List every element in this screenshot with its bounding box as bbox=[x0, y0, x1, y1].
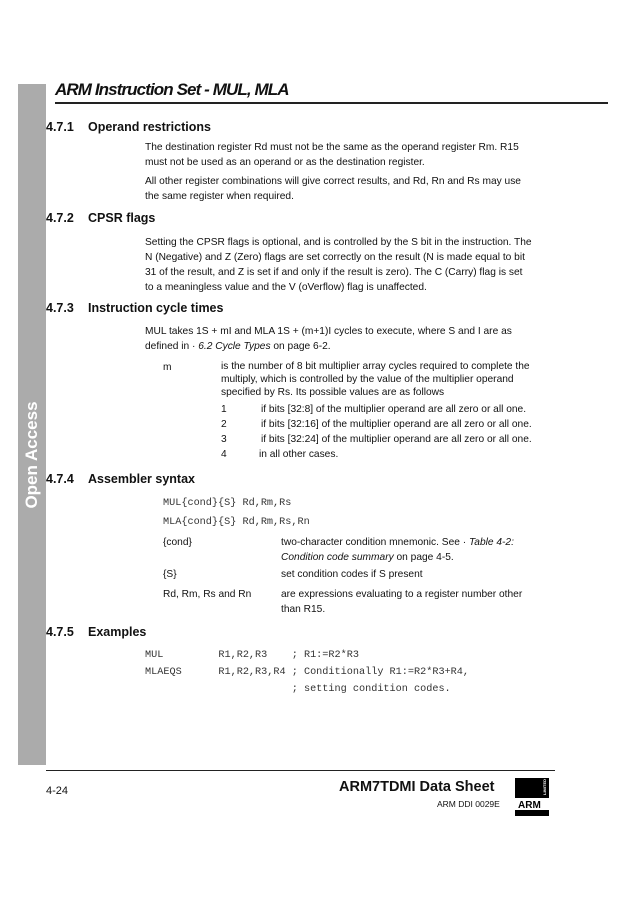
section-heading-4-7-3: 4.7.3 Instruction cycle times bbox=[46, 301, 224, 315]
section-heading-4-7-4: 4.7.4 Assembler syntax bbox=[46, 472, 196, 486]
cond-definition: two-character condition mnemonic. See · Table 4-2: Condition code summary on page 4-5. bbox=[281, 537, 514, 563]
document-number: ARM DDI 0029E bbox=[437, 799, 500, 809]
cycle-times-text: MUL takes 1S + mI and MLA 1S + (m+1)I cycles to execute, where S and I are as defined in · 6.2 Cycle Types on page 6-2. bbox=[145, 326, 512, 352]
operand-restrictions-text: The destination register Rd must not be the same as the operand register Rm. R15 must not be used as an operand or as the destination register. bbox=[145, 142, 519, 168]
condition-table-link-2[interactable]: Condition code summary bbox=[281, 552, 394, 563]
document-title: ARM7TDMI Data Sheet bbox=[339, 779, 495, 795]
syntax-mla: MLA{cond}{S} Rd,Rm,Rs,Rn bbox=[163, 517, 310, 528]
section-heading-4-7-1: 4.7.1 Operand restrictions bbox=[46, 120, 211, 134]
registers-term: Rd, Rm, Rs and Rn bbox=[163, 589, 252, 600]
svg-text:LIMITED: LIMITED bbox=[542, 779, 547, 795]
m-value-row: 3 if bits [32:24] of the multiplier operand are all zero or all one. bbox=[221, 434, 532, 445]
footer-rule bbox=[46, 770, 555, 771]
condition-table-link[interactable]: Table 4-2: bbox=[469, 537, 514, 548]
arm-logo bbox=[515, 778, 549, 816]
syntax-mul: MUL{cond}{S} Rd,Rm,Rs bbox=[163, 498, 292, 509]
m-value-row: 1 if bits [32:8] of the multiplier operand are all zero or all one. bbox=[221, 404, 527, 415]
section-heading-4-7-2: 4.7.2 CPSR flags bbox=[46, 211, 156, 225]
title-rule bbox=[55, 102, 608, 104]
example-code: MUL R1,R2,R3 ; R1:=R2*R3 MLAEQS R1,R2,R3,R4 ; Conditionally R1:=R2*R3+R4, ; setting condition codes. bbox=[145, 650, 470, 695]
svg-text:ARM: ARM bbox=[518, 800, 541, 811]
s-term: {S} bbox=[163, 569, 177, 580]
s-definition: set condition codes if S present bbox=[281, 569, 423, 580]
m-term: m bbox=[163, 362, 172, 373]
m-value-row: 2 if bits [32:16] of the multiplier operand are all zero or all one. bbox=[221, 419, 532, 430]
page-title: ARM Instruction Set - MUL, MLA bbox=[55, 80, 289, 99]
cond-term: {cond} bbox=[163, 537, 192, 548]
m-definition: is the number of 8 bit multiplier array cycles required to complete the multiply, which is controlled by the value of the multiplier operand specified by Rs. Its possible values are as follows bbox=[221, 361, 530, 398]
registers-definition: are expressions evaluating to a register number other than R15. bbox=[281, 589, 523, 615]
cpsr-flags-text: Setting the CPSR flags is optional, and is controlled by the S bit in the instruction. The N (Negative) and Z (Zero) flags are set correctly on the result (N is made equal to bit 31 of the result, and Z is set if and only if the result is zero). The C (Carry) flag is set to a meaningless value and the V (oVerflow) flag is unaffected. bbox=[145, 237, 532, 293]
section-heading-4-7-5: 4.7.5 Examples bbox=[46, 625, 147, 639]
cycle-types-link[interactable]: 6.2 Cycle Types bbox=[198, 341, 271, 352]
m-values-list bbox=[221, 402, 532, 462]
m-value-row: 4 in all other cases. bbox=[221, 449, 339, 460]
operand-restrictions-text-2: All other register combinations will give correct results, and Rd, Rn and Rs may use the same register when required. bbox=[145, 176, 521, 202]
page-number: 4-24 bbox=[46, 785, 69, 797]
open-access-label: Open Access bbox=[22, 401, 41, 509]
